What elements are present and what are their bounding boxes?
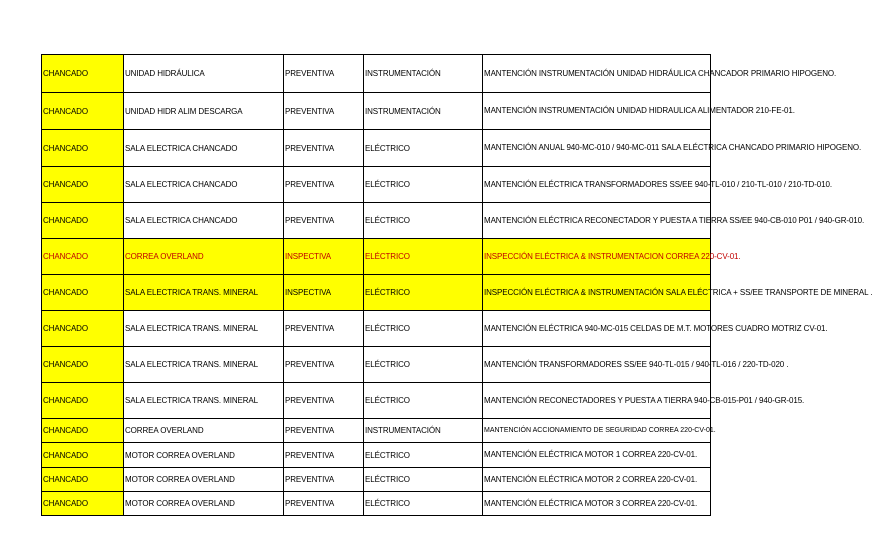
- cell-area[interactable]: CHANCADO: [42, 55, 124, 93]
- cell-equipment[interactable]: SALA ELECTRICA CHANCADO: [124, 167, 284, 203]
- cell-description[interactable]: MANTENCIÓN ELÉCTRICA RECONECTADOR Y PUESTA A TIERRA SS/EE 940-CB-010 P01 / 940-GR-010.: [483, 203, 711, 239]
- table-row: [42, 492, 711, 516]
- cell-equipment[interactable]: MOTOR CORREA OVERLAND: [124, 492, 284, 516]
- cell-equipment[interactable]: SALA ELECTRICA CHANCADO: [124, 130, 284, 167]
- table-row: [42, 55, 711, 93]
- table-row: [42, 419, 711, 443]
- cell-equipment[interactable]: SALA ELECTRICA CHANCADO: [124, 203, 284, 239]
- cell-type[interactable]: PREVENTIVA: [284, 311, 364, 347]
- cell-type[interactable]: PREVENTIVA: [284, 383, 364, 419]
- cell-area[interactable]: CHANCADO: [42, 468, 124, 492]
- cell-equipment[interactable]: CORREA OVERLAND: [124, 419, 284, 443]
- cell-type[interactable]: PREVENTIVA: [284, 167, 364, 203]
- cell-description[interactable]: MANTENCIÓN INSTRUMENTACIÓN UNIDAD HIDRÁULICA CHANCADOR PRIMARIO HIPOGENO.: [483, 55, 711, 93]
- cell-equipment[interactable]: UNIDAD HIDRÁULICA: [124, 55, 284, 93]
- cell-specialty[interactable]: ELÉCTRICO: [364, 275, 483, 311]
- cell-type[interactable]: PREVENTIVA: [284, 203, 364, 239]
- cell-area[interactable]: CHANCADO: [42, 239, 124, 275]
- table-row: [42, 311, 711, 347]
- cell-description[interactable]: MANTENCIÓN ELÉCTRICA TRANSFORMADORES SS/EE 940-TL-010 / 210-TL-010 / 210-TD-010.: [483, 167, 711, 203]
- table-row: [42, 468, 711, 492]
- table-row: [42, 167, 711, 203]
- cell-equipment[interactable]: SALA ELECTRICA TRANS. MINERAL: [124, 311, 284, 347]
- cell-type[interactable]: PREVENTIVA: [284, 93, 364, 130]
- cell-type[interactable]: PREVENTIVA: [284, 130, 364, 167]
- cell-type[interactable]: PREVENTIVA: [284, 468, 364, 492]
- cell-type[interactable]: PREVENTIVA: [284, 443, 364, 468]
- cell-specialty[interactable]: ELÉCTRICO: [364, 443, 483, 468]
- cell-description[interactable]: INSPECCIÓN ELÉCTRICA & INSTRUMENTACIÓN SALA ELÉCTRICA + SS/EE TRANSPORTE DE MINERAL .: [483, 275, 711, 311]
- cell-equipment[interactable]: SALA ELECTRICA TRANS. MINERAL: [124, 275, 284, 311]
- cell-type[interactable]: PREVENTIVA: [284, 347, 364, 383]
- table-row: [42, 130, 711, 167]
- cell-description[interactable]: MANTENCIÓN ACCIONAMIENTO DE SEGURIDAD CORREA 220-CV-01.: [483, 419, 711, 443]
- cell-description[interactable]: MANTENCIÓN TRANSFORMADORES SS/EE 940-TL-015 / 940-TL-016 / 220-TD-020 .: [483, 347, 711, 383]
- cell-specialty[interactable]: ELÉCTRICO: [364, 347, 483, 383]
- cell-area[interactable]: CHANCADO: [42, 443, 124, 468]
- cell-description[interactable]: MANTENCIÓN INSTRUMENTACIÓN UNIDAD HIDRAULICA ALIMENTADOR 210-FE-01.: [483, 93, 711, 130]
- cell-equipment[interactable]: UNIDAD HIDR ALIM DESCARGA: [124, 93, 284, 130]
- cell-specialty[interactable]: ELÉCTRICO: [364, 383, 483, 419]
- cell-specialty[interactable]: ELÉCTRICO: [364, 167, 483, 203]
- table-row: [42, 239, 711, 275]
- cell-description[interactable]: MANTENCIÓN ELÉCTRICA 940-MC-015 CELDAS DE M.T. MOTORES CUADRO MOTRIZ CV-01.: [483, 311, 711, 347]
- cell-area[interactable]: CHANCADO: [42, 347, 124, 383]
- cell-specialty[interactable]: ELÉCTRICO: [364, 468, 483, 492]
- cell-area[interactable]: CHANCADO: [42, 311, 124, 347]
- maintenance-table: [41, 54, 872, 516]
- cell-description[interactable]: MANTENCIÓN ELÉCTRICA MOTOR 1 CORREA 220-CV-01.: [483, 443, 711, 468]
- cell-area[interactable]: CHANCADO: [42, 203, 124, 239]
- cell-type[interactable]: INSPECTIVA: [284, 239, 364, 275]
- cell-equipment[interactable]: MOTOR CORREA OVERLAND: [124, 443, 284, 468]
- cell-description[interactable]: INSPECCIÓN ELÉCTRICA & INSTRUMENTACION CORREA 220-CV-01.: [483, 239, 711, 275]
- cell-area[interactable]: CHANCADO: [42, 492, 124, 516]
- cell-area[interactable]: CHANCADO: [42, 93, 124, 130]
- cell-area[interactable]: CHANCADO: [42, 419, 124, 443]
- cell-equipment[interactable]: SALA ELECTRICA TRANS. MINERAL: [124, 383, 284, 419]
- table-row: [42, 443, 711, 468]
- cell-specialty[interactable]: INSTRUMENTACIÓN: [364, 55, 483, 93]
- table-row: [42, 203, 711, 239]
- cell-equipment[interactable]: MOTOR CORREA OVERLAND: [124, 468, 284, 492]
- cell-area[interactable]: CHANCADO: [42, 130, 124, 167]
- table-row: [42, 275, 711, 311]
- table-row: [42, 93, 711, 130]
- cell-description[interactable]: MANTENCIÓN ELÉCTRICA MOTOR 3 CORREA 220-CV-01.: [483, 492, 711, 516]
- cell-equipment[interactable]: CORREA OVERLAND: [124, 239, 284, 275]
- cell-specialty[interactable]: ELÉCTRICO: [364, 239, 483, 275]
- cell-description[interactable]: MANTENCIÓN ELÉCTRICA MOTOR 2 CORREA 220-CV-01.: [483, 468, 711, 492]
- cell-type[interactable]: PREVENTIVA: [284, 419, 364, 443]
- cell-specialty[interactable]: ELÉCTRICO: [364, 492, 483, 516]
- cell-description[interactable]: MANTENCIÓN RECONECTADORES Y PUESTA A TIERRA 940-CB-015-P01 / 940-GR-015.: [483, 383, 711, 419]
- cell-area[interactable]: CHANCADO: [42, 275, 124, 311]
- cell-description[interactable]: MANTENCIÓN ANUAL 940-MC-010 / 940-MC-011 SALA ELÉCTRICA CHANCADO PRIMARIO HIPOGENO.: [483, 130, 711, 167]
- cell-area[interactable]: CHANCADO: [42, 383, 124, 419]
- cell-specialty[interactable]: INSTRUMENTACIÓN: [364, 93, 483, 130]
- cell-specialty[interactable]: ELÉCTRICO: [364, 130, 483, 167]
- table-row: [42, 383, 711, 419]
- cell-type[interactable]: INSPECTIVA: [284, 275, 364, 311]
- cell-area[interactable]: CHANCADO: [42, 167, 124, 203]
- table-row: [42, 347, 711, 383]
- cell-type[interactable]: PREVENTIVA: [284, 55, 364, 93]
- cell-specialty[interactable]: INSTRUMENTACIÓN: [364, 419, 483, 443]
- cell-type[interactable]: PREVENTIVA: [284, 492, 364, 516]
- cell-specialty[interactable]: ELÉCTRICO: [364, 311, 483, 347]
- cell-equipment[interactable]: SALA ELECTRICA TRANS. MINERAL: [124, 347, 284, 383]
- cell-specialty[interactable]: ELÉCTRICO: [364, 203, 483, 239]
